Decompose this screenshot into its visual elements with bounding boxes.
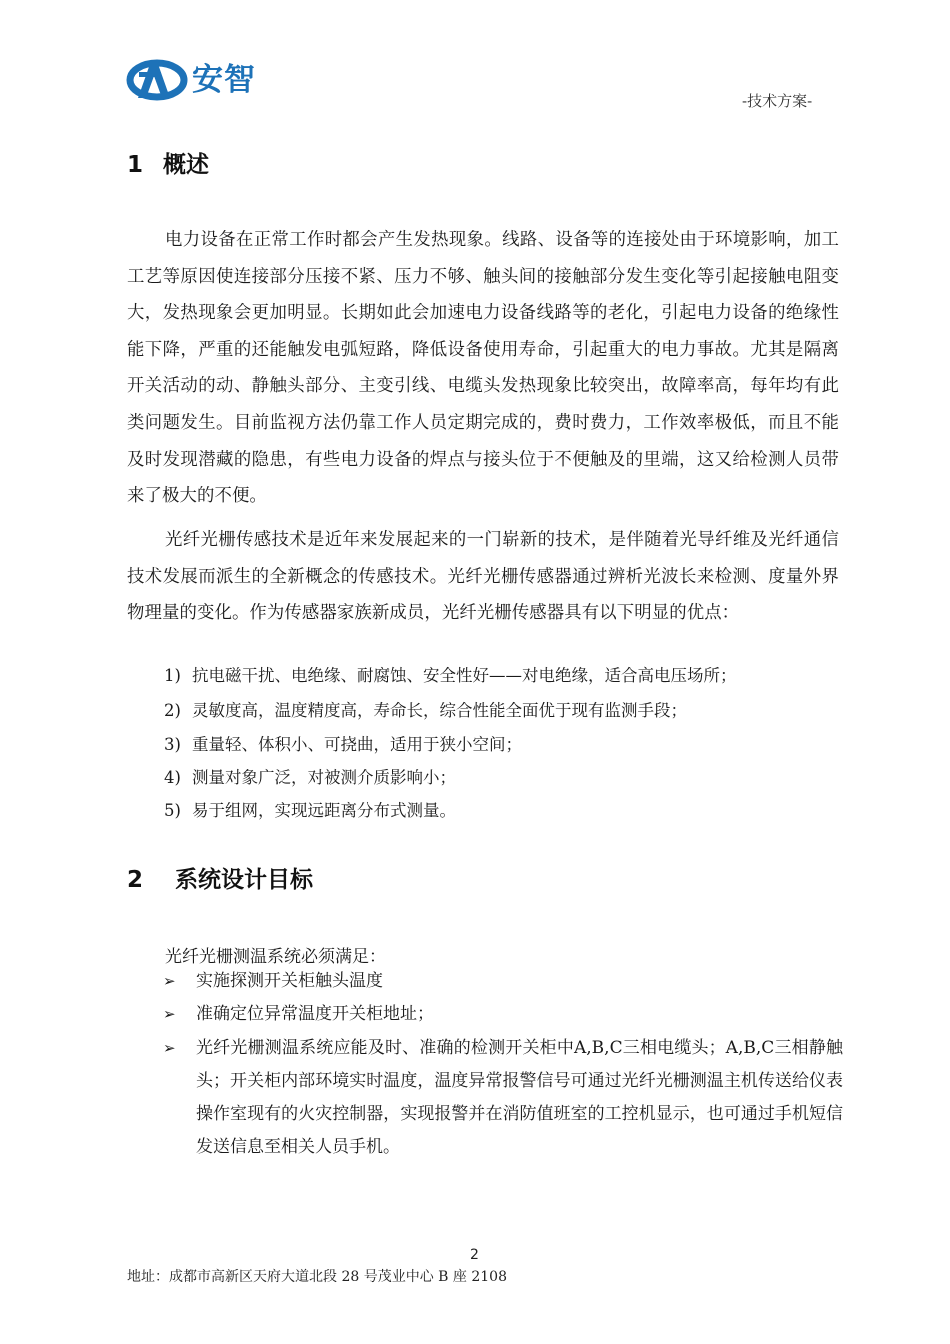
list-item — [164, 767, 456, 789]
bullet-text: 准确定位异常温度开关柜地址； — [196, 1004, 434, 1024]
requirements-intro: 光纤光栅测温系统必须满足： — [165, 947, 386, 967]
list-number: 4) — [164, 768, 181, 787]
section-1-paragraph-1 — [127, 222, 839, 515]
arrow-bullet-icon: ➢ — [163, 1005, 176, 1023]
bullet-text: 光纤光栅测温系统应能及时、准确的检测开关柜中A,B,C三相电缆头；A,B,C三相静触头；开关柜内部环境实时温度，温度异常报警信号可通过光纤光栅测温主机传送给仪表操作室现有的火灾控制器，实现报警并在消防值班室的工控机显示，也可通过手机短信发送信息至相关人员手机。 — [196, 1038, 843, 1157]
paragraph-text: 光纤光栅传感技术是近年来发展起来的一门崭新的技术，是伴随着光导纤维及光纤通信技术发展而派生的全新概念的传感技术。光纤光栅传感器通过辨析光波长来检测、度量外界物理量的变化。作为传感器家族新成员，光纤光栅传感器具有以下明显的优点： — [127, 530, 839, 624]
list-number: 5) — [164, 801, 181, 820]
logo-wordmark: 安智 — [192, 62, 256, 98]
section-2-number: 2 — [127, 867, 144, 893]
bullet-item — [163, 998, 843, 1031]
section-2-title: 系统设计目标 — [175, 867, 313, 893]
section-2-heading — [127, 861, 313, 894]
list-text: 测量对象广泛，对被测介质影响小； — [192, 768, 456, 787]
list-number: 2) — [164, 701, 181, 720]
list-item — [164, 734, 522, 756]
arrow-bullet-icon: ➢ — [163, 972, 176, 990]
list-text: 灵敏度高，温度精度高，寿命长，综合性能全面优于现有监测手段； — [192, 701, 687, 720]
bullet-item — [163, 965, 843, 998]
section-1-paragraph-2 — [127, 522, 839, 632]
paragraph-text: 电力设备在正常工作时都会产生发热现象。线路、设备等的连接处由于环境影响，加工工艺等原因使连接部分压接不紧、压力不够、触头间的接触部分发生变化等引起接触电阻变大，发热现象会更加明显。长期如此会加速电力设备线路等的老化，引起电力设备的绝缘性能下降，严重的还能触发电弧短路，降低设备使用寿命，引起重大的电力事故。尤其是隔离开关活动的动、静触头部分、主变引线、电缆头发热现象比较突出，故障率高，每年均有此类问题发生。目前监视方法仍靠工作人员定期完成的，费时费力，工作效率极低，而且不能及时发现潜藏的隐患，有些电力设备的焊点与接头位于不便触及的里端，这又给检测人员带来了极大的不便。 — [127, 230, 839, 507]
section-1-title: 概述 — [163, 152, 209, 178]
footer-address: 地址：成都市高新区天府大道北段 28 号茂业中心 B 座 2108 — [127, 1269, 507, 1285]
list-text: 抗电磁干扰、电绝缘、耐腐蚀、安全性好——对电绝缘，适合高电压场所； — [192, 666, 737, 685]
document-type-label: -技术方案- — [742, 92, 813, 110]
section-1-number: 1 — [127, 152, 144, 178]
list-item — [164, 665, 737, 687]
list-number: 1) — [164, 666, 181, 685]
list-text: 易于组网，实现远距离分布式测量。 — [192, 801, 456, 820]
section-1-heading — [127, 146, 209, 179]
list-item — [164, 700, 687, 722]
list-item — [164, 800, 456, 822]
bullet-item — [163, 1032, 843, 1164]
arrow-bullet-icon: ➢ — [163, 1039, 176, 1057]
list-text: 重量轻、体积小、可挠曲，适用于狭小空间； — [192, 735, 522, 754]
page-number: 2 — [470, 1247, 479, 1263]
list-number: 3) — [164, 735, 181, 754]
bullet-text: 实施探测开关柜触头温度 — [196, 971, 383, 991]
